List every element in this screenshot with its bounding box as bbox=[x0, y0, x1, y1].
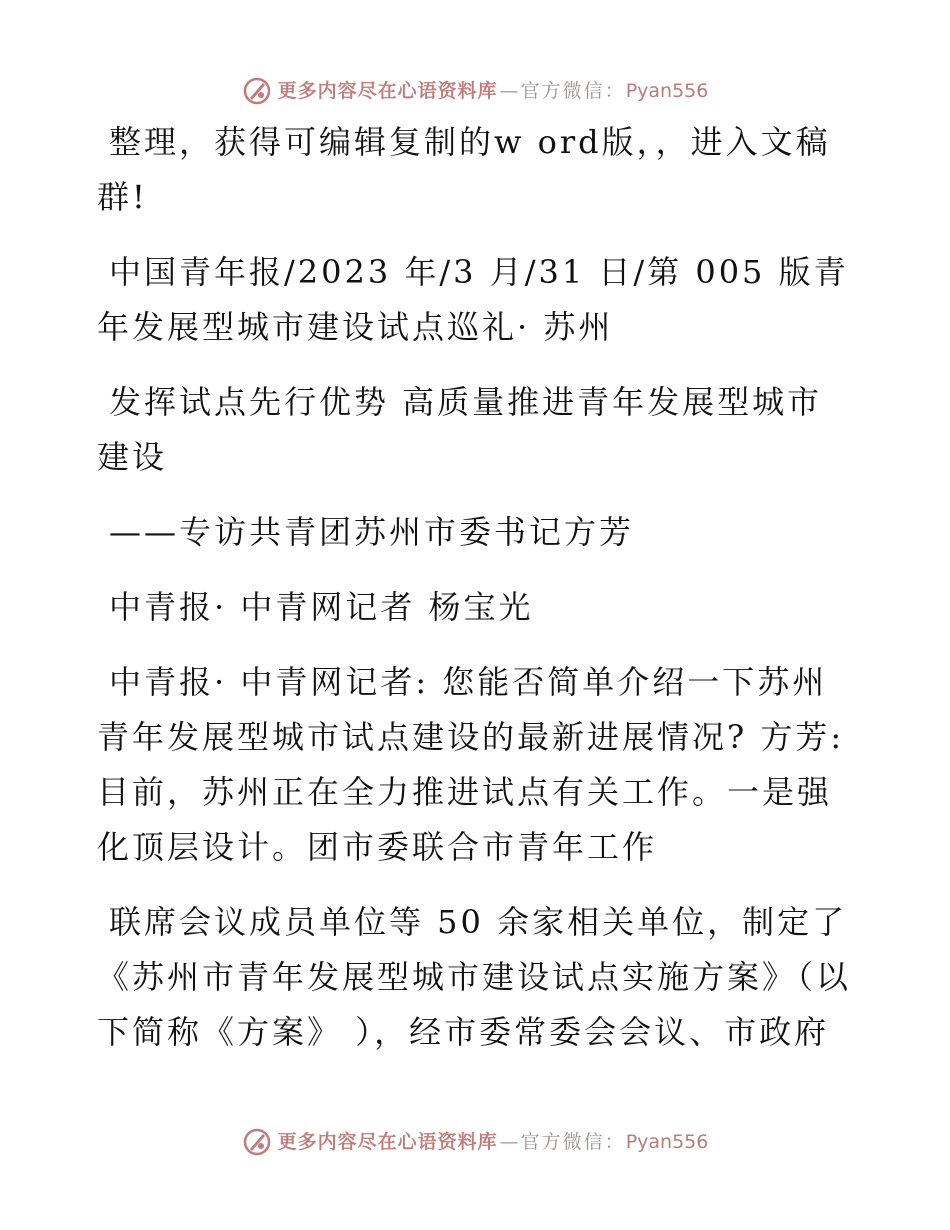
quill-seal-logo-icon bbox=[242, 76, 272, 106]
watermark-wechat-id: Pyan556 bbox=[625, 80, 709, 102]
paragraph-source: 中国青年报/2023 年/3 月/31 日/第 005 版青年发展型城市建设试点巡礼· 苏州 bbox=[97, 253, 849, 346]
watermark-wechat-id: Pyan556 bbox=[625, 1131, 709, 1153]
watermark-main-text: 更多内容尽在心语资料库 bbox=[277, 1131, 498, 1153]
document-body bbox=[97, 115, 857, 1060]
paragraph-interview-1: 中青报· 中青网记者: 您能否简单介绍一下苏州青年发展型城市试点建设的最新进展情况? 方芳: 目前，苏州正在全力推进试点有关工作。一是强化顶层设计。团市委联合市青年工作 bbox=[97, 663, 845, 866]
watermark-wechat-label: 官方微信： bbox=[520, 1131, 626, 1153]
paragraph-interview-2: 联席会议成员单位等 50 余家相关单位，制定了《苏州市青年发展型城市建设试点实施方案》（以下简称《方案》 ），经市委常委会会议、市政府 bbox=[97, 903, 852, 1051]
article-headline: 发挥试点先行优势 高质量推进青年发展型城市建设 bbox=[97, 383, 823, 476]
paragraph-intro: 整理，获得可编辑复制的w ord版，，进入文稿群! bbox=[97, 123, 831, 216]
article-subheadline: ——专访共青团苏州市委书记方芳 bbox=[109, 513, 635, 551]
watermark-separator: — bbox=[499, 80, 519, 102]
footer-watermark bbox=[0, 1127, 950, 1157]
watermark-main-text: 更多内容尽在心语资料库 bbox=[277, 80, 498, 102]
watermark-separator: — bbox=[499, 1131, 519, 1153]
watermark-wechat-label: 官方微信： bbox=[520, 80, 626, 102]
article-byline: 中青报· 中青网记者 杨宝光 bbox=[109, 588, 534, 626]
quill-seal-logo-icon bbox=[242, 1127, 272, 1157]
header-watermark bbox=[0, 76, 950, 106]
